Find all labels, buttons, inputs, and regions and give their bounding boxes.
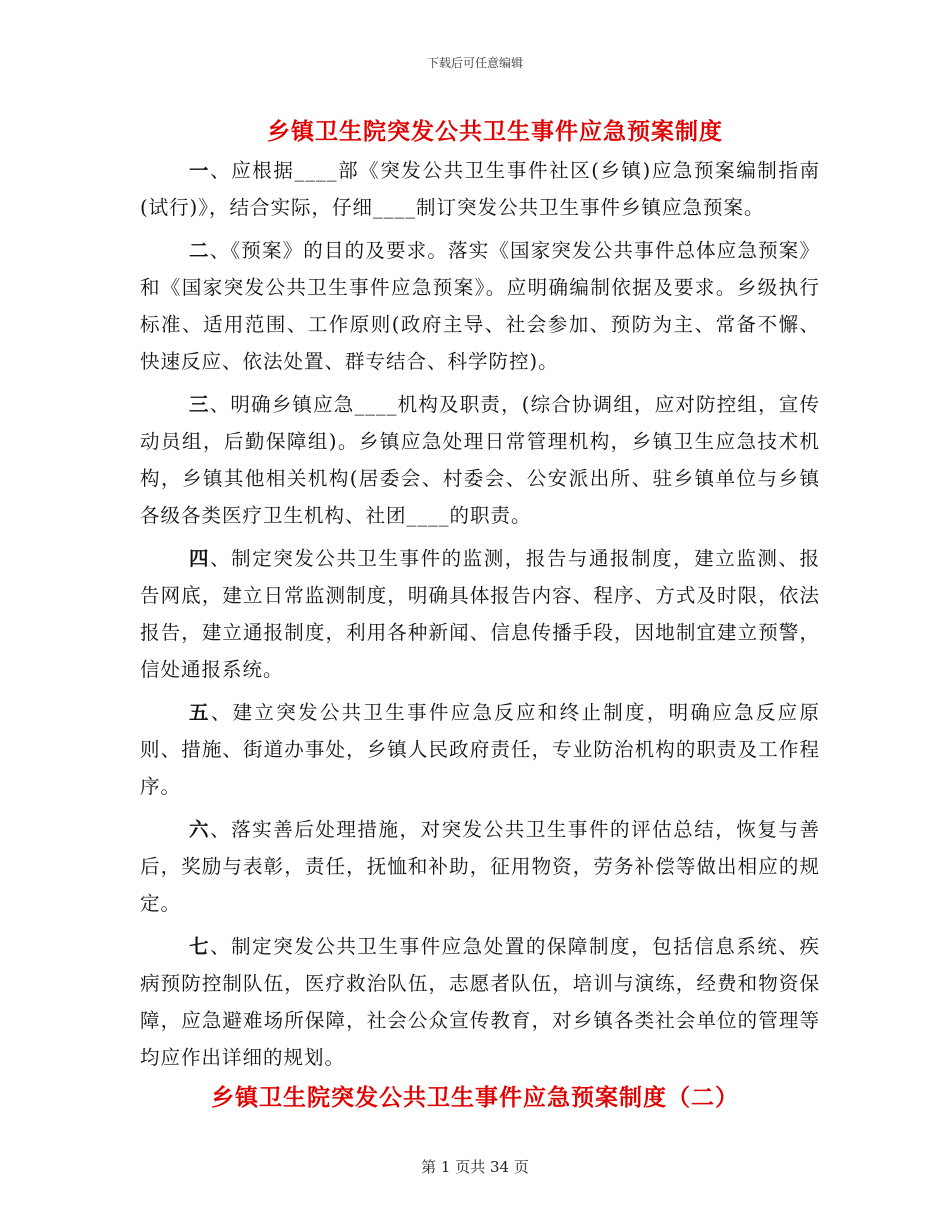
document-title: 乡镇卫生院突发公共卫生事件应急预案制度 [267,119,723,145]
paragraph-text: 、明确乡镇应急____机构及职责，(综合协调组，应对防控组，宣传动员组，后勤保障组)。乡镇应急处理日常管理机构，乡镇卫生应急技术机构，乡镇其他相关机构(居委会、村委会、公安派出所、驻乡镇单位与乡镇各级各类医疗卫生机构、社团____的职责。 [140,393,820,527]
paragraph-2 [140,232,820,380]
paragraph-number: 五 [189,701,211,724]
paragraph-number: 二 [189,239,210,262]
paragraph-6 [140,811,820,922]
paragraph-text: 、应根据____部《突发公共卫生事件社区(乡镇)应急预案编制指南(试行)》，结合实际，仔细____制订突发公共卫生事件乡镇应急预案。 [140,159,820,219]
paragraph-4 [140,540,820,688]
paragraph-text: 、制定突发公共卫生事件的监测，报告与通报制度，建立监测、报告网底，建立日常监测制度，明确具体报告内容、程序、方式及时限，依法报告，建立通报制度，利用各种新闻、信息传播手段，因地制宜建立预警，信处通报系统。 [140,547,820,681]
paragraph-number: 四 [189,547,211,570]
header-note: 下载后可任意编辑 [426,56,523,70]
paragraph-5 [140,694,820,805]
document-body [140,152,820,1082]
paragraph-number: 一 [189,159,211,182]
paragraph-text: 、建立突发公共卫生事件应急反应和终止制度，明确应急反应原则、措施、街道办事处，乡镇人民政府责任，专业防治机构的职责及工作程序。 [140,701,820,798]
page-footer: 第 1 页共 34 页 [421,1158,529,1176]
paragraph-number: 七 [189,935,211,958]
paragraph-number: 三 [189,393,210,416]
paragraph-text: 、《预案》的目的及要求。落实《国家突发公共事件总体应急预案》和《国家突发公共卫生事件应急预案》。应明确编制依据及要求。乡级执行标准、适用范围、工作原则(政府主导、社会参加、预防为主、常备不懈、快速反应、依法处置、群专结合、科学防控)。 [140,239,820,373]
paragraph-1 [140,152,820,226]
paragraph-text: 、制定突发公共卫生事件应急处置的保障制度，包括信息系统、疾病预防控制队伍，医疗救治队伍，志愿者队伍，培训与演练，经费和物资保障，应急避难场所保障，社会公众宣传教育，对乡镇各类社会单位的管理等均应作出详细的规划。 [140,935,820,1069]
paragraph-7 [140,928,820,1076]
paragraph-text: 、落实善后处理措施，对突发公共卫生事件的评估总结，恢复与善后，奖励与表彰，责任，抚恤和补助，征用物资，劳务补偿等做出相应的规定。 [140,818,820,915]
paragraph-3 [140,386,820,534]
section-title-2: 乡镇卫生院突发公共卫生事件应急预案制度（二） [211,1085,739,1111]
paragraph-number: 六 [189,818,211,841]
